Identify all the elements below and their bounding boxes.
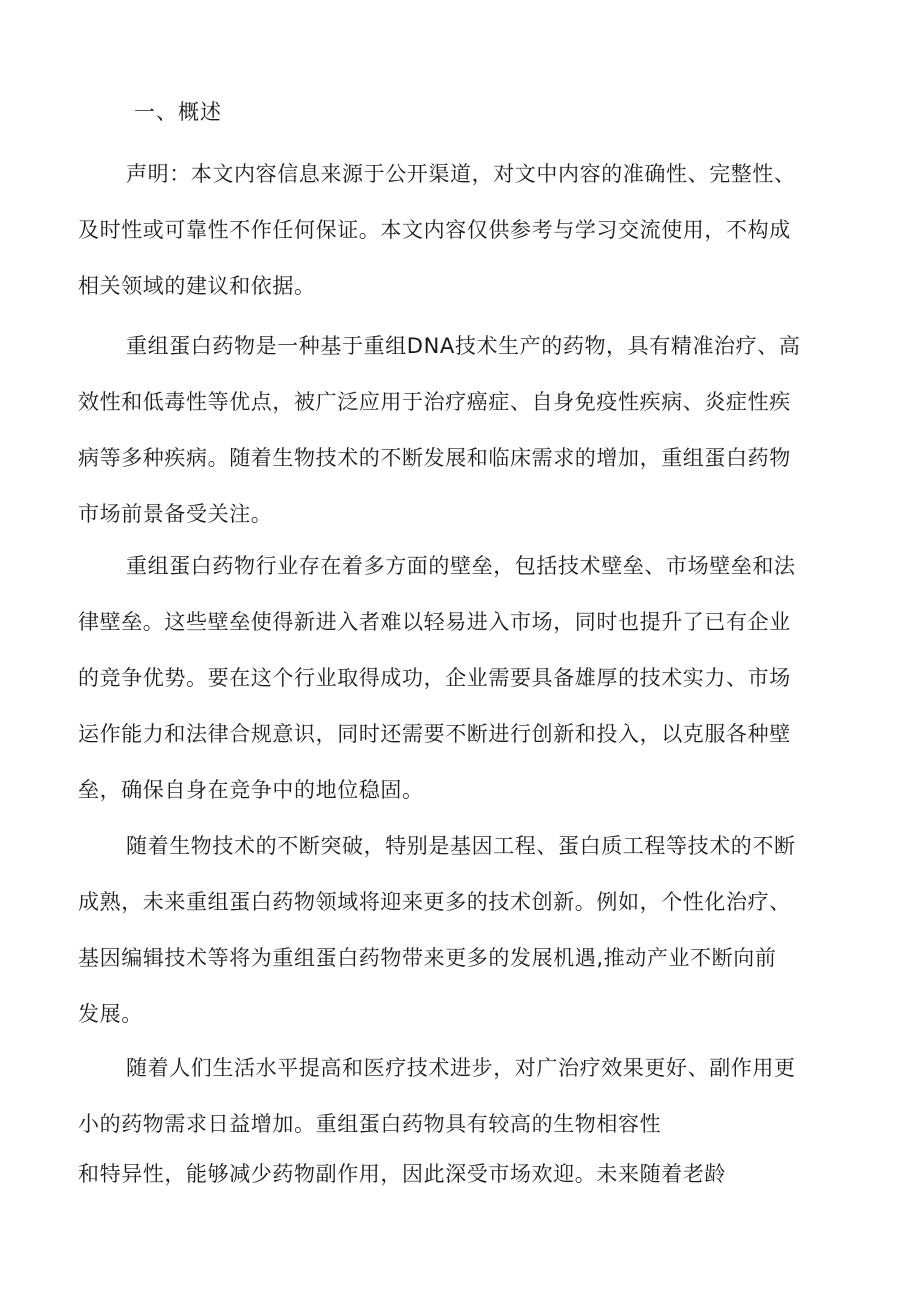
paragraph-line: 病等多种疾病。随着生物技术的不断发展和临床需求的增加，重组蛋白药物	[78, 446, 791, 470]
paragraph-line: 律壁垒。这些壁垒使得新进入者难以轻易进入市场，同时也提升了已有企业	[78, 610, 791, 634]
paragraph-line: 随着生物技术的不断突破，特别是基因工程、蛋白质工程等技术的不断	[126, 834, 796, 858]
paragraph-line: 重组蛋白药物是一种基于重组DNA技术生产的药物，具有精准治疗、高	[126, 334, 801, 358]
paragraph-disclaimer	[78, 146, 848, 314]
paragraph-line: 随着人们生活水平提高和医疗技术进步，对广治疗效果更好、副作用更	[126, 1056, 796, 1080]
paragraph-barriers	[78, 538, 848, 818]
paragraph-line: 声明：本文内容信息来源于公开渠道，对文中内容的准确性、完整性、	[126, 162, 796, 186]
paragraph-line: 市场前景备受关注。	[78, 502, 273, 526]
paragraph-line: 效性和低毒性等优点，被广泛应用于治疗癌症、自身免疫性疾病、炎症性疾	[78, 390, 791, 414]
paragraph-line: 相关领域的建议和依据。	[78, 274, 316, 298]
paragraph-line: 成熟，未来重组蛋白药物领域将迎来更多的技术创新。例如，个性化治疗、	[78, 890, 791, 914]
paragraph-line: 垒，确保自身在竞争中的地位稳固。	[78, 778, 424, 802]
section-heading: 一、概述	[134, 100, 222, 124]
paragraph-line: 小的药物需求日益增加。重组蛋白药物具有较高的生物相容性	[78, 1112, 662, 1136]
paragraph-overview	[78, 318, 848, 542]
paragraph-line: 发展。	[78, 1002, 143, 1026]
paragraph-line: 基因编辑技术等将为重组蛋白药物带来更多的发展机遇,推动产业不断向前	[78, 946, 777, 970]
paragraph-innovation	[78, 818, 848, 1042]
paragraph-line: 及时性或可靠性不作任何保证。本文内容仅供参考与学习交流使用，不构成	[78, 218, 791, 242]
paragraph-line: 的竞争优势。要在这个行业取得成功，企业需要具备雄厚的技术实力、市场	[78, 666, 791, 690]
paragraph-line: 重组蛋白药物行业存在着多方面的壁垒，包括技术壁垒、市场壁垒和法	[126, 554, 796, 578]
paragraph-demand	[78, 1040, 848, 1202]
paragraph-line: 运作能力和法律合规意识，同时还需要不断进行创新和投入，以克服各种壁	[78, 722, 791, 746]
paragraph-line: 和特异性，能够减少药物副作用，因此深受市场欢迎。未来随着老龄	[78, 1162, 726, 1186]
